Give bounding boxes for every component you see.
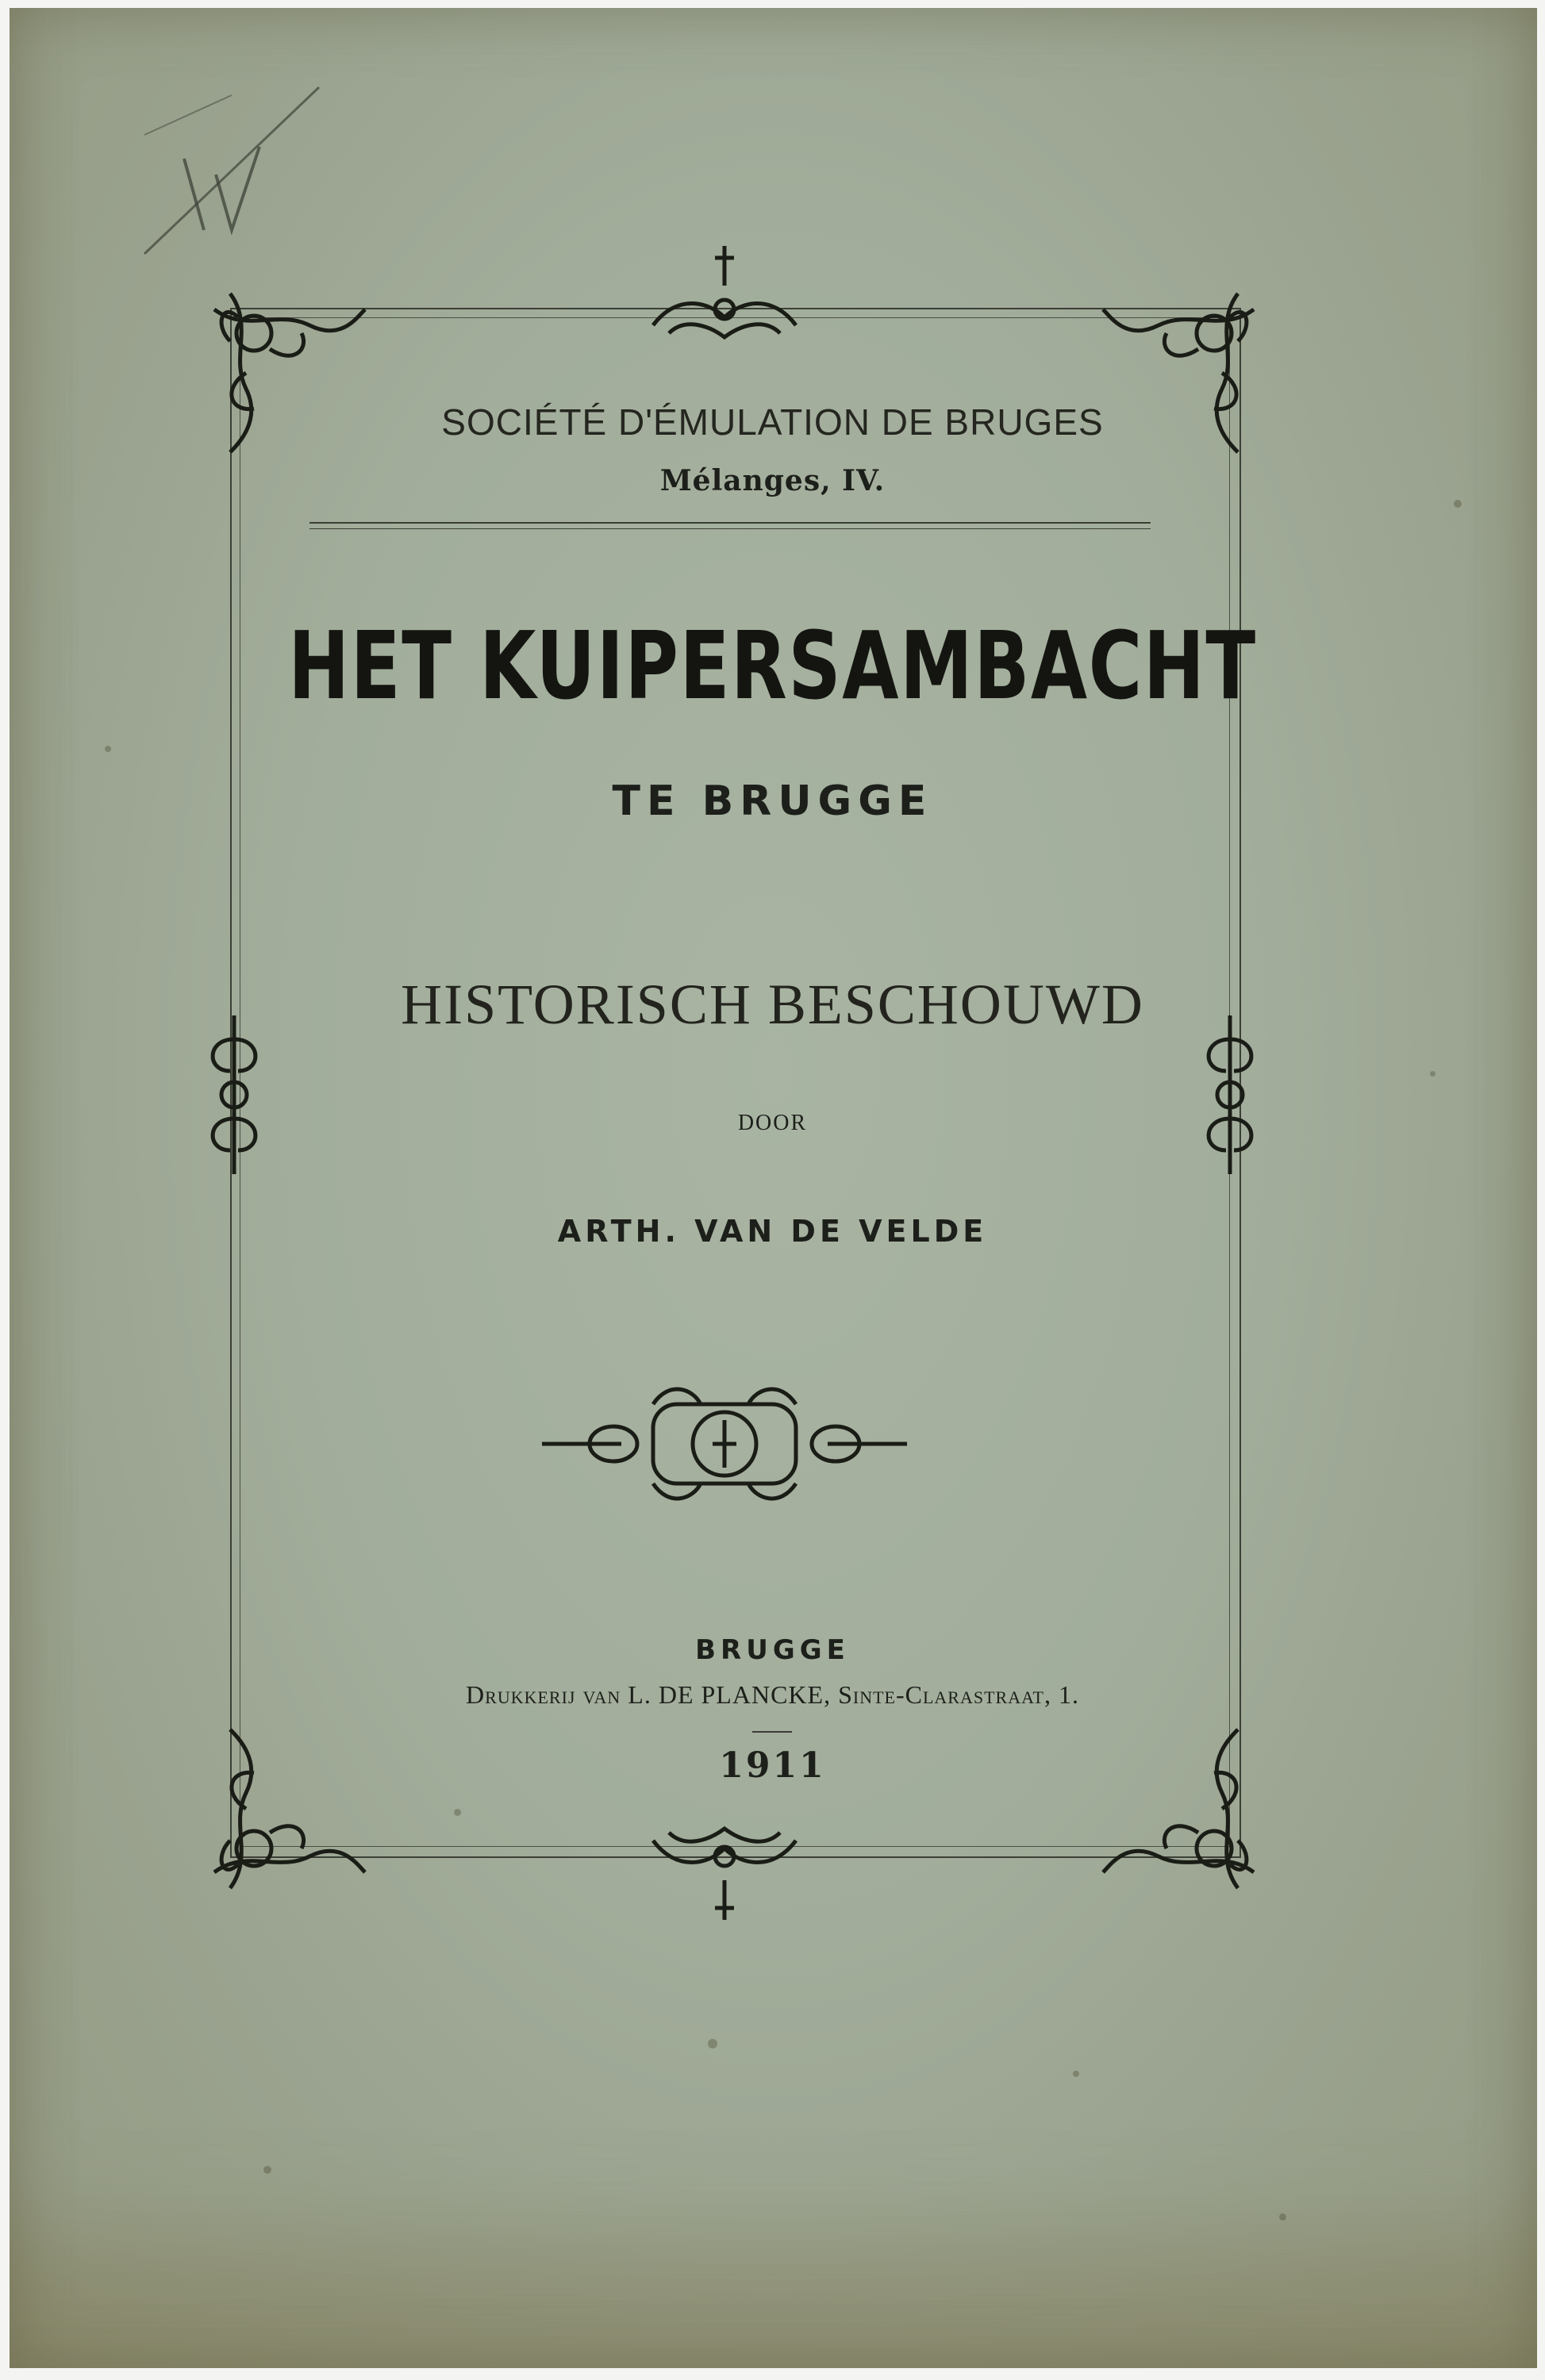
divider-rule (309, 528, 1151, 529)
publication-year: 1911 (719, 1745, 826, 1786)
center-cartouche-icon (534, 1380, 915, 1507)
border-frame-inner (240, 317, 1230, 1847)
book-title: HET KUIPERSAMBACHT (288, 611, 1257, 720)
cross-ornament-icon (637, 238, 812, 349)
publication-place: BRUGGE (695, 1634, 850, 1666)
divider-rule (309, 522, 1151, 524)
author-name: ARTH. VAN DE VELDE (557, 1214, 988, 1249)
printer-line: Drukkerij van L. DE PLANCKE, Sinte-Clarastraat, 1. (466, 1680, 1079, 1709)
society-name: SOCIÉTÉ D'ÉMULATION DE BRUGES (441, 401, 1104, 443)
divider-dash (752, 1731, 792, 1733)
pencil-mark-icon (97, 71, 335, 262)
book-description: HISTORISCH BESCHOUWD (401, 973, 1144, 1036)
cross-ornament-icon (637, 1817, 812, 1928)
series-label: Mélanges, IV. (659, 464, 886, 497)
book-subtitle: TE BRUGGE (612, 777, 933, 825)
by-label: DOOR (737, 1111, 808, 1135)
